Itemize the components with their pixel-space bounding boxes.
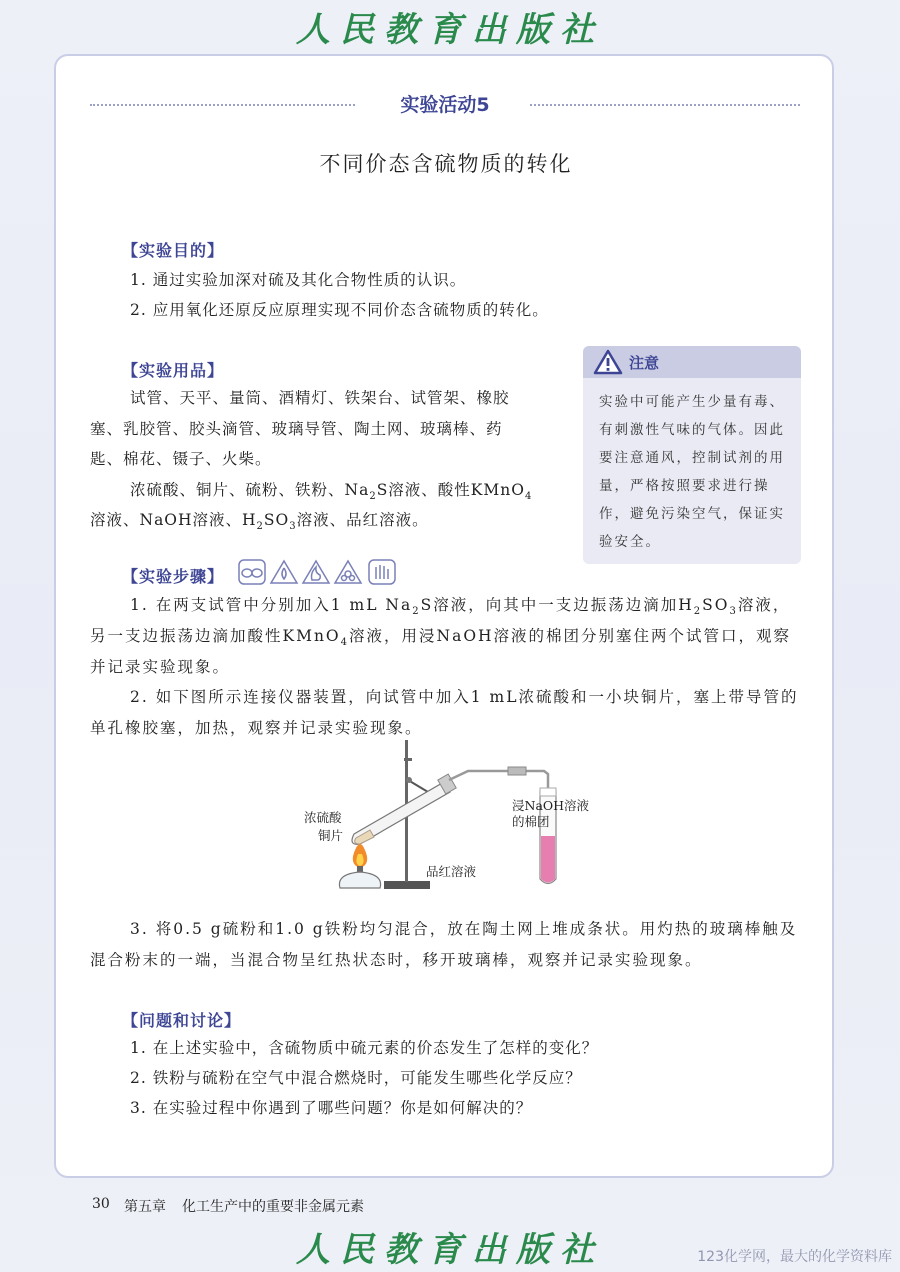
safety-note-box [583,346,801,564]
page-card [54,54,834,1178]
step-2-text: 2. 如下图所示连接仪器装置，向试管中加入1 mL浓硫酸和一小块铜片，塞上带导管的单孔橡胶塞，加热，观察并记录实验现象。 [90,688,799,737]
heat-warning-icon [271,561,297,583]
equipment-line-3: 匙、棉花、镊子、火柴。 [90,450,272,468]
publisher-logo-bottom: 人民教育出版社 [296,1230,604,1270]
page-title: 不同价态含硫物质的转化 [319,152,573,176]
goggles-icon [239,560,265,584]
toxic-warning-icon [335,561,361,583]
clamp [406,777,428,792]
discussion-item-2: 2. 铁粉与硫粉在空气中混合燃烧时，可能发生哪些化学反应？ [130,1069,582,1087]
note-label: 注意 [629,354,660,372]
chapter-title: 化工生产中的重要非金属元素 [182,1199,364,1215]
watermark: 123化学网，最大的化学资料库 [697,1249,892,1265]
label-pink-solution: 品红溶液 [426,864,477,879]
equipment-line-2: 塞、乳胶管、胶头滴管、玻璃导管、陶土网、玻璃棒、药 [90,420,503,438]
flame-warning-icon [303,561,329,583]
alcohol-lamp [339,844,380,888]
step-3-text: 3. 将0.5 g硫粉和1.0 g铁粉均匀混合，放在陶土网上堆成条状。用灼热的玻璃棒触及混合粉末的一端，当混合物呈红热状态时，移开玻璃棒，观察并记录实验现象。 [90,920,798,969]
tilted-test-tube [352,774,456,844]
dotted-rule-right [530,104,800,106]
activity-title-row [90,90,800,120]
page-number: 30 [92,1196,110,1212]
safety-icons-row [238,559,398,585]
discussion-item-3: 3. 在实验过程中你遇到了哪些问题？你是如何解决的？ [130,1099,533,1117]
label-copper: 铜片 [318,828,344,843]
note-header [583,346,801,378]
label-sulfuric-acid: 浓硫酸 [304,810,342,825]
equipment-line-1: 试管、天平、量筒、酒精灯、铁架台、试管架、橡胶 [130,389,510,407]
label-cotton-1: 浸NaOH溶液 [512,798,590,813]
publisher-logo-top: 人民教育出版社 [296,10,604,50]
chapter-number: 第五章 [124,1199,166,1215]
wash-hands-icon [369,560,395,584]
activity-label: 实验活动5 [400,94,490,116]
label-cotton-2: 的棉团 [512,814,550,829]
steps-heading: 【实验步骤】 [122,567,225,586]
purpose-item-1: 1. 通过实验加深对硫及其化合物性质的认识。 [130,271,467,289]
purpose-heading: 【实验目的】 [122,241,225,260]
reagents-line-1: 浓硫酸、铜片、硫粉、铁粉、$Na_2S$溶液、酸性KMnO$_4$ [130,481,533,503]
step-1-text: 1. 在两支试管中分别加入1 mL $Na_2S$溶液，向其中一支边振荡边滴加$H_2SO_3$溶液，另一支边振荡边滴加酸性KMnO$_4$溶液，用浸NaOH溶液的棉团分别塞住两个试管口，观察并记录实验现象。 [90,596,792,676]
materials-heading: 【实验用品】 [122,361,225,380]
discussion-heading: 【问题和讨论】 [122,1011,242,1030]
reagents-line-2: 溶液、NaOH溶液、$H_2SO_3$溶液、品红溶液。 [90,511,429,533]
warning-icon [593,349,623,375]
purpose-item-2: 2. 应用氧化还原反应原理实现不同价态含硫物质的转化。 [130,301,549,319]
dotted-rule-left [90,104,355,106]
note-text: 实验中可能产生少量有毒、有刺激性气味的气体。因此要注意通风，控制试剂的用量，严格按照要求进行操作，避免污染空气，保证实验安全。 [599,394,785,550]
discussion-item-1: 1. 在上述实验中，含硫物质中硫元素的价态发生了怎样的变化？ [130,1039,599,1057]
